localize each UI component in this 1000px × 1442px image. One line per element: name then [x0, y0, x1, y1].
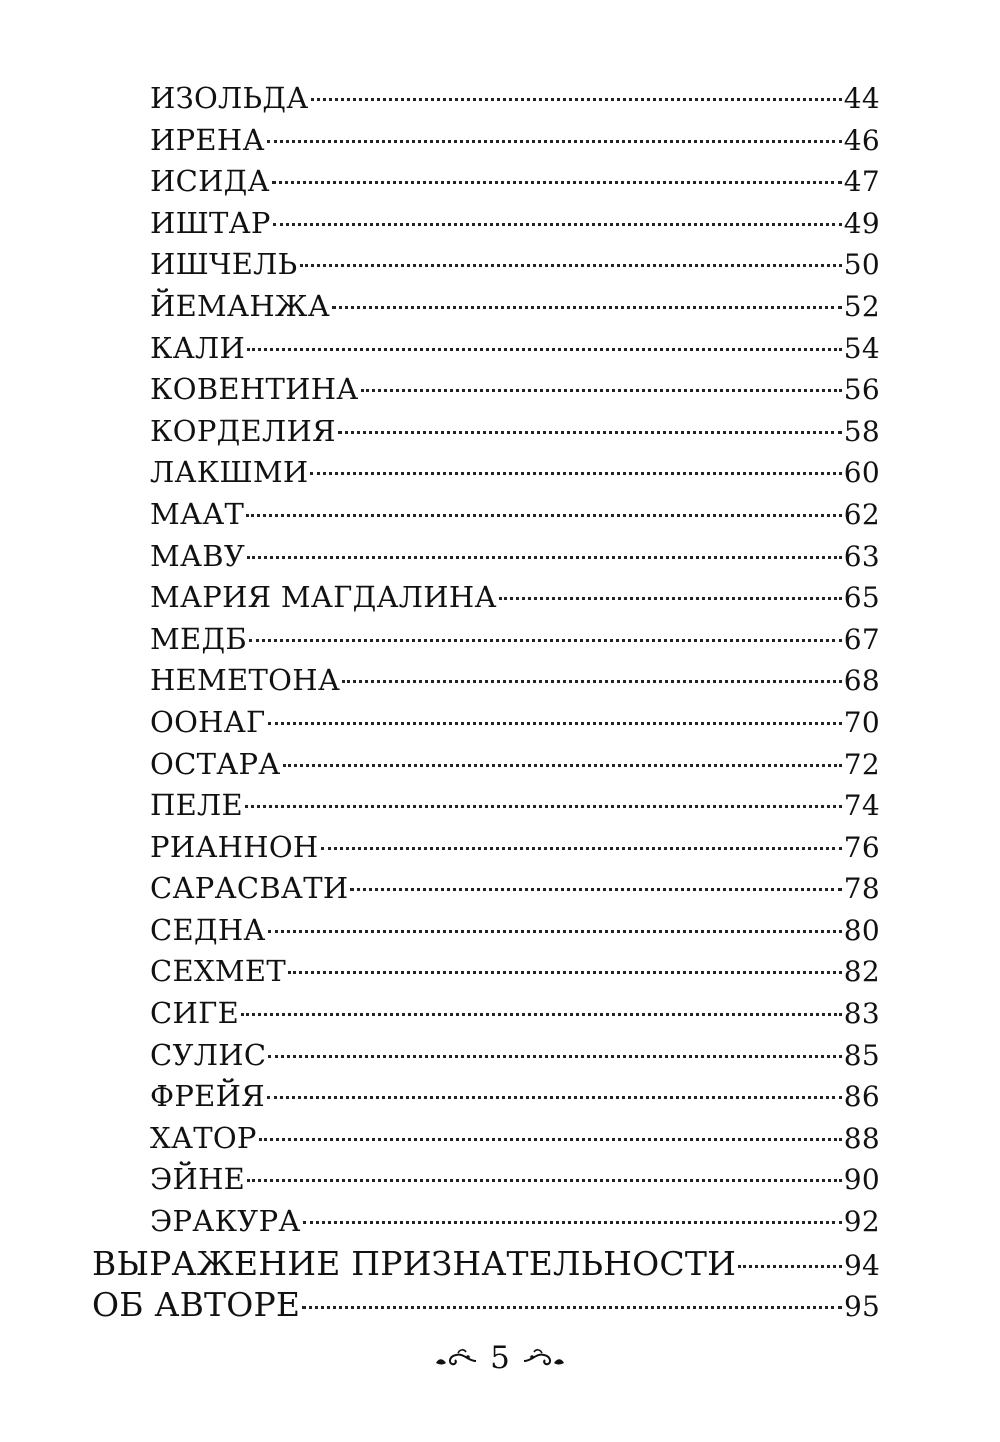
toc-entry-page-number: 95 — [843, 1290, 880, 1324]
toc-entry-page-number: 88 — [843, 1121, 880, 1155]
toc-entry-title: ЭЙНЕ — [150, 1162, 246, 1197]
page-folio — [0, 1338, 1000, 1378]
toc-entry-title: СЕХМЕТ — [150, 954, 287, 989]
toc-entry-title: ИСИДА — [150, 164, 270, 199]
toc-entry-page-number: 94 — [843, 1248, 880, 1282]
dot-leader — [249, 639, 842, 642]
toc-entry — [0, 577, 1000, 619]
toc-entry-title: КОВЕНТИНА — [150, 372, 359, 407]
toc-entry-title: ЙЕМАНЖА — [150, 288, 331, 323]
toc-entry — [0, 993, 1000, 1035]
toc-entry-page-number: 74 — [843, 789, 880, 823]
dot-leader — [310, 472, 841, 475]
toc-entry-page-number: 60 — [843, 456, 880, 490]
toc-entry — [0, 328, 1000, 370]
toc-entry-title: МЕДБ — [150, 621, 247, 656]
toc-entry-title: НЕМЕТОНА — [150, 663, 341, 698]
toc-entry — [0, 1201, 1000, 1243]
toc-entry-title: ЛАКШМИ — [150, 455, 309, 490]
toc-entry-title: ФРЕЙЯ — [150, 1079, 265, 1114]
toc-entry-title: МААТ — [150, 496, 245, 531]
toc-entry-page-number: 65 — [843, 581, 880, 615]
toc-entry — [0, 619, 1000, 661]
toc-entry — [0, 1243, 1000, 1285]
toc-sub-entries — [0, 78, 1000, 1243]
dot-leader — [272, 181, 842, 184]
dot-leader — [267, 1096, 842, 1099]
toc-entry-title: КОРДЕЛИЯ — [150, 413, 336, 448]
toc-entry-title: СЕДНА — [150, 912, 266, 947]
toc-entry-title: ИШЧЕЛЬ — [150, 247, 298, 282]
dot-leader — [247, 556, 842, 559]
toc-entry — [0, 785, 1000, 827]
toc-entry — [0, 494, 1000, 536]
floral-ornament-icon — [522, 1347, 566, 1369]
toc-entry-page-number: 70 — [843, 705, 880, 739]
toc-entry-page-number: 92 — [843, 1205, 880, 1239]
toc-entry-page-number: 49 — [843, 206, 880, 240]
dot-leader — [342, 680, 842, 683]
toc-entry-title: ИШТАР — [150, 205, 271, 240]
dot-leader — [499, 597, 842, 600]
dot-leader — [247, 348, 842, 351]
toc-entry-title: КАЛИ — [150, 330, 246, 365]
toc-entry-title: ОСТАРА — [150, 746, 281, 781]
toc-entry — [0, 827, 1000, 869]
toc-entry — [0, 536, 1000, 578]
toc-entry — [0, 78, 1000, 120]
dot-leader — [332, 306, 842, 309]
toc-main-entries — [0, 1243, 1000, 1326]
toc-entry — [0, 203, 1000, 245]
toc-entry-page-number: 52 — [843, 289, 880, 323]
toc-entry-page-number: 72 — [843, 747, 880, 781]
toc-entry-title: ИРЕНА — [150, 122, 265, 157]
toc-entry — [0, 369, 1000, 411]
toc-entry-title: САРАСВАТИ — [150, 871, 349, 906]
toc-entry-page-number: 50 — [843, 248, 880, 282]
toc-entry-page-number: 68 — [843, 664, 880, 698]
dot-leader — [283, 764, 842, 767]
toc-entry-page-number: 63 — [843, 539, 880, 573]
toc-entry — [0, 951, 1000, 993]
toc-entry — [0, 244, 1000, 286]
toc-entry-title: ООНАГ — [150, 704, 266, 739]
toc-entry-page-number: 47 — [843, 165, 880, 199]
toc-entry-page-number: 46 — [843, 123, 880, 157]
toc-entry-page-number: 90 — [843, 1163, 880, 1197]
toc-entry-title: ЭРАКУРА — [150, 1204, 301, 1239]
dot-leader — [259, 1138, 842, 1141]
toc-entry-title: ВЫРАЖЕНИЕ ПРИЗНАТЕЛЬНОСТИ — [92, 1243, 737, 1283]
toc-entry-title: РИАННОН — [150, 829, 319, 864]
dot-leader — [247, 1179, 842, 1182]
toc-entry — [0, 1118, 1000, 1160]
dot-leader — [245, 805, 842, 808]
toc-entry-page-number: 85 — [843, 1038, 880, 1072]
toc-entry-title: МАРИЯ МАГДАЛИНА — [150, 580, 497, 615]
toc-entry-page-number: 78 — [843, 872, 880, 906]
dot-leader — [350, 888, 841, 891]
toc-entry-title: СИГЕ — [150, 996, 240, 1031]
dot-leader — [288, 971, 842, 974]
toc-entry — [0, 1284, 1000, 1326]
toc-entry — [0, 744, 1000, 786]
toc-entry — [0, 868, 1000, 910]
toc-entry-title: МАВУ — [150, 538, 246, 573]
toc-entry — [0, 660, 1000, 702]
dot-leader — [268, 722, 842, 725]
toc-entry — [0, 1035, 1000, 1077]
toc-entry — [0, 286, 1000, 328]
toc-entry-title: ХАТОР — [150, 1120, 257, 1155]
toc-entry — [0, 120, 1000, 162]
toc-entry — [0, 1159, 1000, 1201]
toc-entry — [0, 702, 1000, 744]
toc-entry-page-number: 58 — [843, 414, 880, 448]
toc-entry-title: ПЕЛЕ — [150, 788, 244, 823]
dot-leader — [321, 847, 842, 850]
toc-entry — [0, 910, 1000, 952]
toc-entry-page-number: 83 — [843, 997, 880, 1031]
table-of-contents — [0, 78, 1000, 1326]
toc-entry-page-number: 76 — [843, 830, 880, 864]
dot-leader — [361, 389, 842, 392]
dot-leader — [246, 514, 842, 517]
toc-entry-page-number: 62 — [843, 497, 880, 531]
dot-leader — [738, 1265, 842, 1268]
page-number: 5 — [490, 1340, 510, 1376]
toc-entry-title: СУЛИС — [150, 1037, 267, 1072]
dot-leader — [338, 431, 842, 434]
dot-leader — [303, 1221, 842, 1224]
dot-leader — [273, 223, 842, 226]
dot-leader — [311, 98, 842, 101]
dot-leader — [300, 264, 842, 267]
toc-entry-page-number: 82 — [843, 955, 880, 989]
toc-entry — [0, 411, 1000, 453]
dot-leader — [302, 1306, 842, 1309]
toc-entry-page-number: 67 — [843, 622, 880, 656]
toc-entry-page-number: 56 — [843, 373, 880, 407]
toc-entry-page-number: 54 — [843, 331, 880, 365]
dot-leader — [267, 140, 842, 143]
toc-entry-title: ОБ АВТОРЕ — [92, 1285, 301, 1325]
toc-entry-page-number: 80 — [843, 913, 880, 947]
toc-entry — [0, 161, 1000, 203]
floral-ornament-icon — [434, 1347, 478, 1369]
toc-entry — [0, 452, 1000, 494]
toc-entry — [0, 1076, 1000, 1118]
dot-leader — [241, 1013, 842, 1016]
toc-entry-page-number: 44 — [843, 82, 880, 115]
dot-leader — [268, 930, 842, 933]
dot-leader — [268, 1055, 841, 1058]
toc-entry-page-number: 86 — [843, 1080, 880, 1114]
toc-entry-title: ИЗОЛЬДА — [150, 81, 309, 115]
